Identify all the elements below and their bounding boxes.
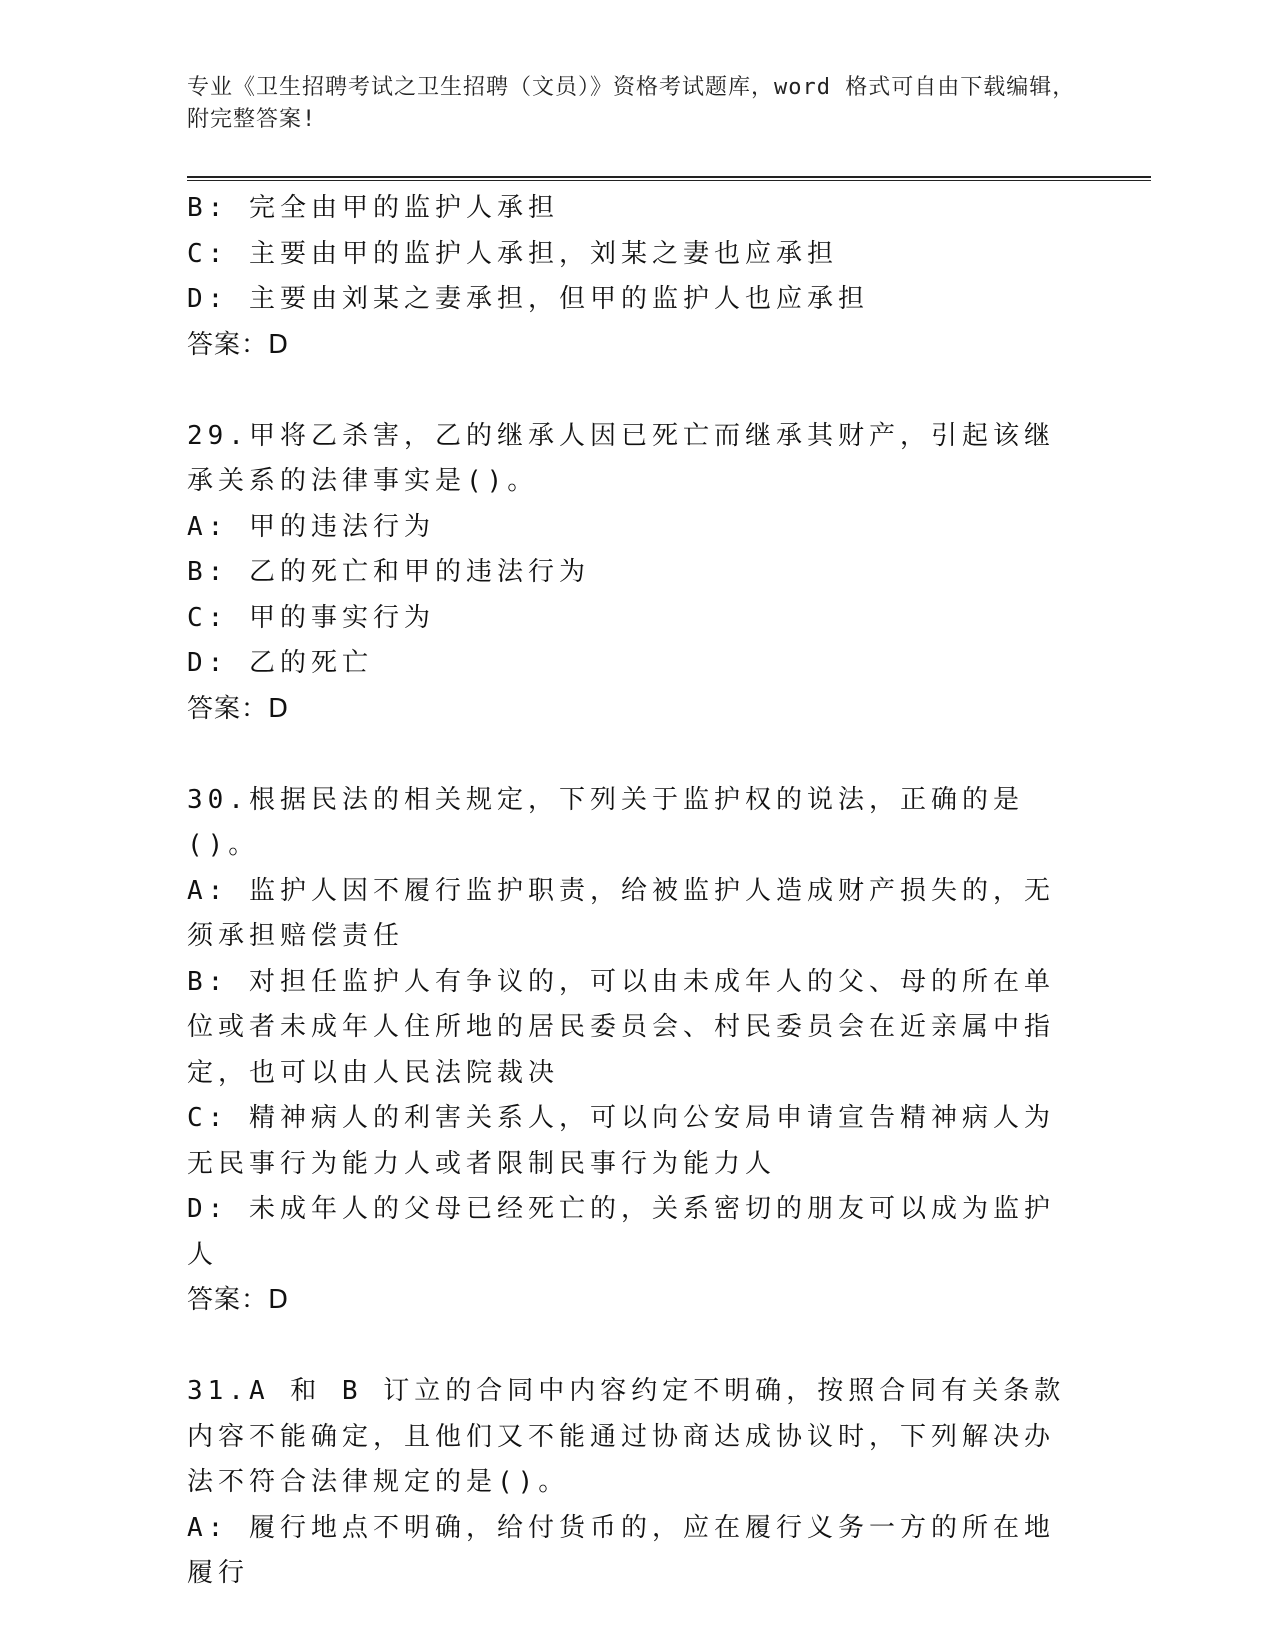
option-line: A: 甲的违法行为	[187, 511, 435, 542]
spacer	[187, 732, 1067, 778]
question-content	[187, 186, 1067, 1597]
question-stem: 30.根据民法的相关规定，下列关于监护权的说法，正确的是()。	[187, 784, 1024, 860]
header-divider	[187, 176, 1151, 181]
question-30	[187, 778, 1067, 1324]
option-line: A: 监护人因不履行监护职责，给被监护人造成财产损失的，无须承担赔偿责任	[187, 875, 1055, 951]
spacer	[187, 368, 1067, 414]
question-31	[187, 1369, 1067, 1597]
option-line: C: 精神病人的利害关系人，可以向公安局申请宣告精神病人为无民事行为能力人或者限制民事行为能力人	[187, 1103, 1055, 1179]
option-line: D: 乙的死亡	[187, 648, 373, 678]
option-line: A: 履行地点不明确，给付货币的，应在履行义务一方的所在地履行	[187, 1512, 1055, 1588]
option-line: D: 主要由刘某之妻承担，但甲的监护人也应承担	[187, 284, 869, 314]
spacer	[187, 1324, 1067, 1370]
question-stem: 31.A 和 B 订立的合同中内容约定不明确，按照合同有关条款内容不能确定，且他们又不能通过协商达成协议时，下列解决办法不符合法律规定的是()。	[187, 1376, 1066, 1497]
option-line: B: 乙的死亡和甲的违法行为	[187, 557, 590, 587]
document-header: 专业《卫生招聘考试之卫生招聘（文员）》资格考试题库，word 格式可自由下载编辑，附完整答案!	[187, 75, 1076, 132]
option-line: B: 对担任监护人有争议的，可以由未成年人的父、母的所在单位或者未成年人住所地的居民委员会、村民委员会在近亲属中指定，也可以由人民法院裁决	[187, 966, 1056, 1088]
answer-line: 答案：D	[187, 693, 290, 724]
option-line: B: 完全由甲的监护人承担	[187, 193, 559, 223]
question-28-tail	[187, 186, 1067, 368]
option-line: C: 甲的事实行为	[187, 602, 435, 633]
option-line: D: 未成年人的父母已经死亡的，关系密切的朋友可以成为监护人	[187, 1194, 1055, 1270]
answer-line: 答案：D	[187, 1285, 290, 1315]
question-29	[187, 414, 1067, 733]
option-line: C: 主要由甲的监护人承担，刘某之妻也应承担	[187, 238, 838, 269]
question-stem: 29.甲将乙杀害，乙的继承人因已死亡而继承其财产，引起该继承关系的法律事实是()。	[187, 420, 1055, 496]
answer-line: 答案：D	[187, 329, 290, 360]
